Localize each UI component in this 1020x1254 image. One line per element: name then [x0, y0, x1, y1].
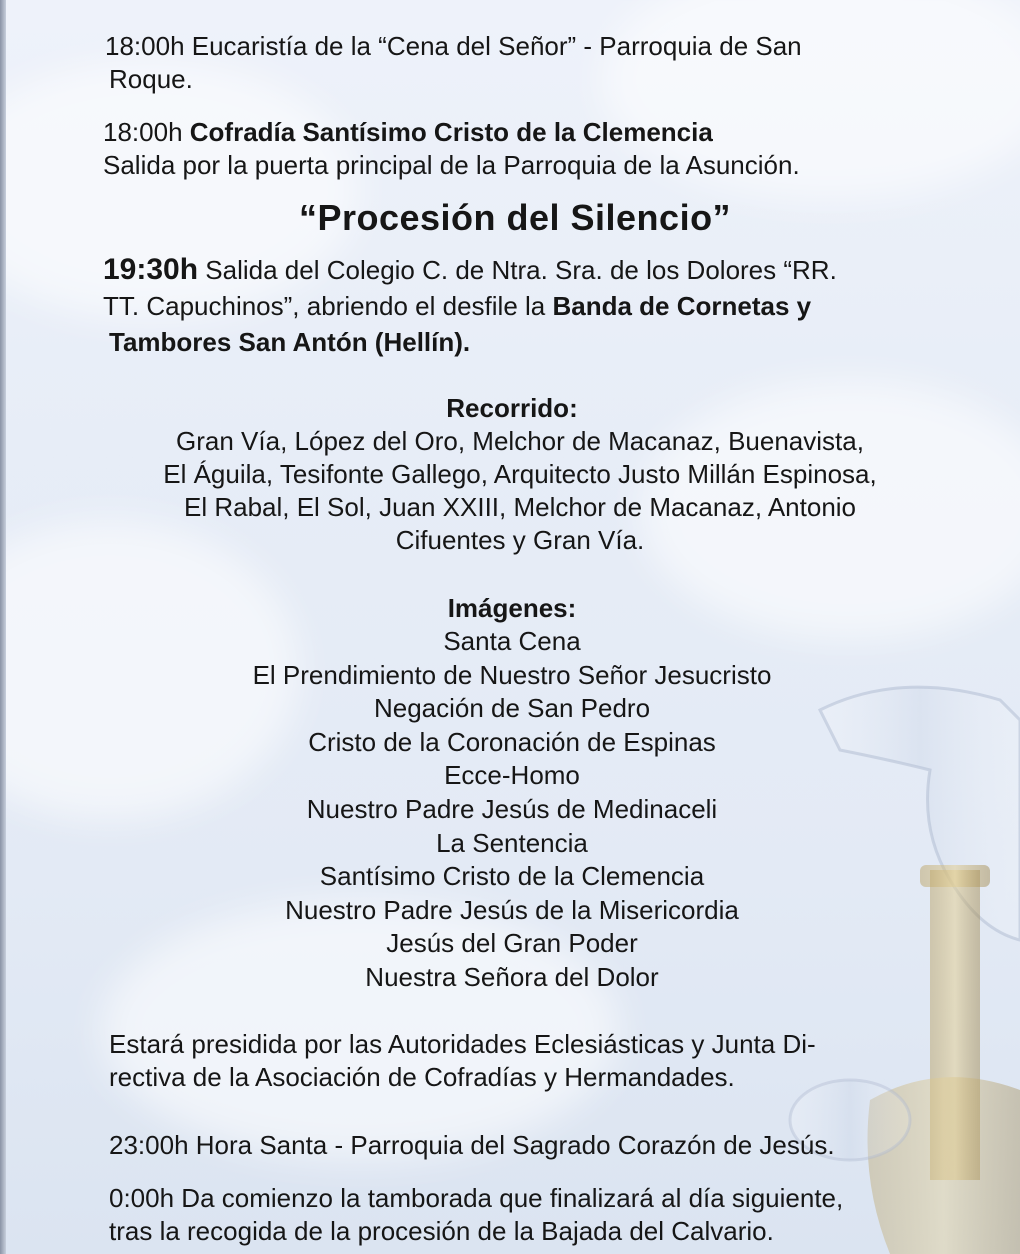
image-item: Santa Cena [443, 626, 581, 656]
image-item: Santísimo Cristo de la Clemencia [319, 861, 705, 892]
event-eucaristia [105, 30, 945, 96]
presided-line1: Estará presidida por las Autoridades Eclesiásticas y Junta Di- [109, 1029, 816, 1059]
image-item: Nuestro Padre Jesús de Medinaceli [306, 793, 718, 824]
procession-text2: TT. Capuchinos”, abriendo el desfile la [103, 291, 546, 321]
route-line: El Rabal, El Sol, Juan XXIII, Melchor de Macanaz, Antonio [183, 492, 857, 522]
route-heading: Recorrido: [446, 393, 578, 423]
event-eucaristia-line2: Roque. [109, 64, 193, 94]
image-item: Ecce-Homo [444, 760, 580, 791]
route-line: Gran Vía, López del Oro, Melchor de Macanaz, Buenavista, [176, 426, 864, 456]
procession-band1: Banda de Cornetas y [552, 291, 812, 321]
tamborada-line1: 0:00h Da comienzo la tamborada que finalizará al día siguiente, [109, 1183, 844, 1213]
image-item: Cristo de la Coronación de Espinas [308, 726, 716, 757]
presided-line2: rectiva de la Asociación de Cofradías y Hermandades. [109, 1062, 735, 1092]
image-item: Jesús del Gran Poder [386, 928, 638, 959]
event-cofradia-time: 18:00h [103, 117, 183, 147]
image-item: El Prendimiento de Nuestro Señor Jesucristo [252, 659, 772, 690]
image-item: Negación de San Pedro [373, 693, 651, 724]
tamborada-line2: tras la recogida de la procesión de la Bajada del Calvario. [109, 1216, 774, 1246]
event-cofradia [103, 116, 983, 182]
image-item: Nuestra Señora del Dolor [365, 961, 659, 992]
images-list [0, 625, 1020, 995]
hora-santa: 23:00h Hora Santa - Parroquia del Sagrado Corazón de Jesús. [109, 1130, 835, 1160]
procession-band2: Tambores San Antón (Hellín). [109, 327, 471, 357]
route-line: Cifuentes y Gran Vía. [395, 525, 645, 555]
images-heading: Imágenes: [447, 593, 577, 623]
procession-title: “Procesión del Silencio” [298, 197, 732, 238]
event-eucaristia-line1: 18:00h Eucaristía de la “Cena del Señor” - Parroquia de San [105, 31, 802, 61]
event-cofradia-title: Cofradía Santísimo Cristo de la Clemencia [189, 117, 713, 147]
event-cofradia-exit: Salida por la puerta principal de la Parroquia de la Asunción. [103, 150, 800, 180]
procession-time: 19:30h [103, 253, 199, 286]
presided-by [109, 1028, 989, 1094]
procession-text1: Salida del Colegio C. de Ntra. Sra. de los Dolores “RR. [205, 255, 837, 285]
procession-start [103, 252, 983, 360]
route-list [0, 425, 1020, 557]
tamborada [109, 1182, 1009, 1248]
route-line: El Águila, Tesifonte Gallego, Arquitecto Justo Millán Espinosa, [163, 459, 877, 489]
image-item: La Sentencia [436, 827, 588, 858]
image-item: Nuestro Padre Jesús de la Misericordia [285, 894, 739, 925]
